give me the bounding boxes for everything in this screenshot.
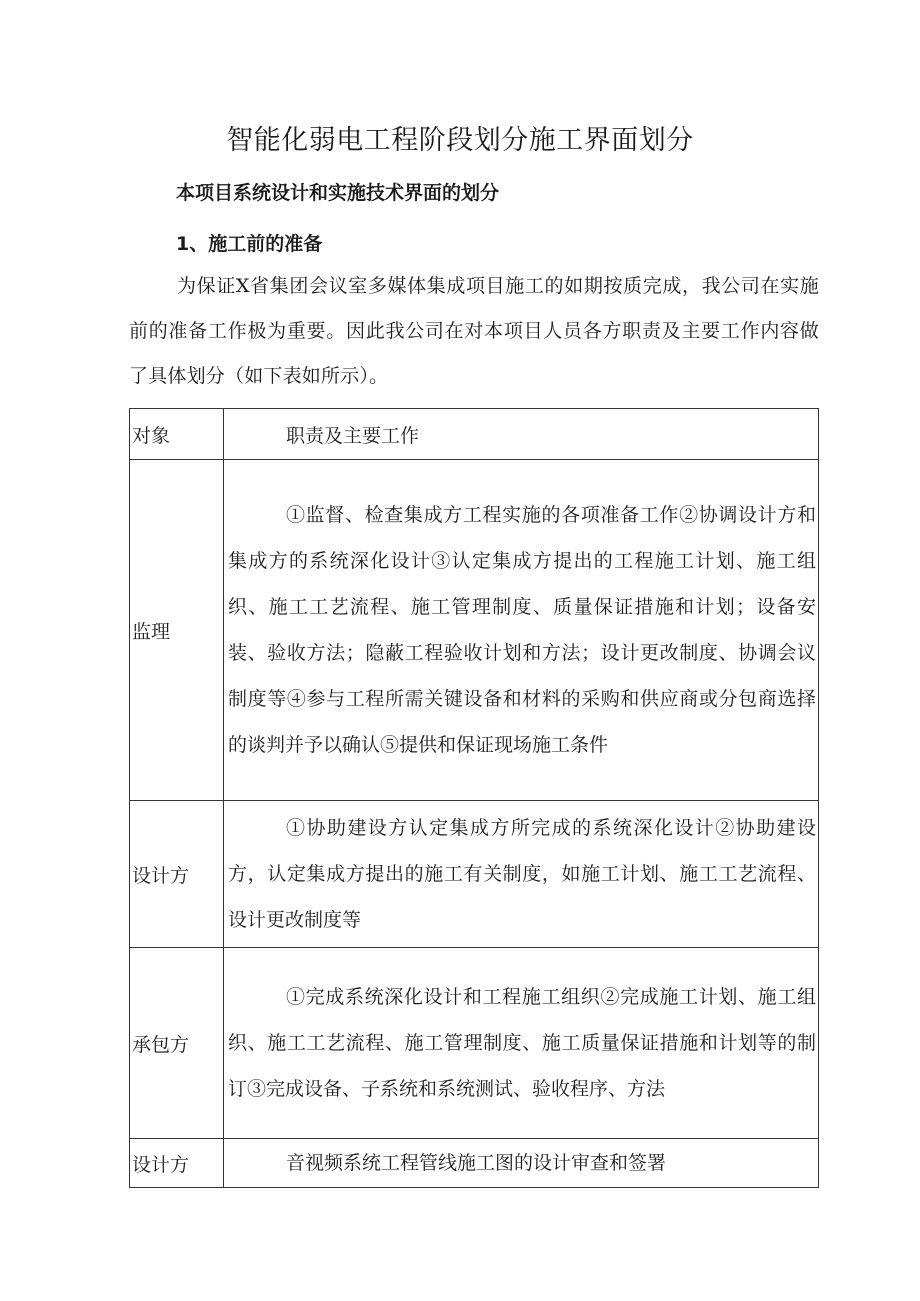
- row-duty-cell: [224, 1139, 819, 1188]
- document-title: 智能化弱电工程阶段划分施工界面划分: [226, 125, 694, 156]
- responsibility-table: [129, 408, 819, 1188]
- row-subject: 设计方: [130, 1139, 224, 1188]
- row-duty: ①完成系统深化设计和工程施工组织②完成施工计划、施工组织、施工工艺流程、施工管理制度、施工质量保证措施和计划等的制订③完成设备、子系统和系统测试、验收程序、方法: [228, 986, 816, 1100]
- table-header-row: [130, 409, 819, 460]
- row-duty-cell: [224, 948, 819, 1139]
- row-duty: ①协助建设方认定集成方所完成的系统深化设计②协助建设方，认定集成方提出的施工有关制度，如施工计划、施工工艺流程、设计更改制度等: [228, 817, 816, 931]
- table-row: [130, 1139, 819, 1188]
- header-duty-label: 职责及主要工作: [286, 424, 420, 447]
- table-row: [130, 801, 819, 948]
- row-duty-cell: [224, 801, 819, 948]
- header-duty: [224, 409, 819, 460]
- row-subject: 监理: [130, 460, 224, 801]
- table-row: [130, 460, 819, 801]
- header-subject: 对象: [130, 409, 224, 460]
- intro-paragraph: 为保证X省集团会议室多媒体集成项目施工的如期按质完成，我公司在实施前的准备工作极为重要。因此我公司在对本项目人员各方职责及主要工作内容做了具体划分（如下表如所示）。: [129, 275, 819, 387]
- row-duty: ①监督、检查集成方工程实施的各项准备工作②协调设计方和集成方的系统深化设计③认定集成方提出的工程施工计划、施工组织、施工工艺流程、施工管理制度、质量保证措施和计划；设备安装、验收方法；隐蔽工程验收计划和方法；设计更改制度、协调会议制度等④参与工程所需关键设备和材料的采购和供应商或分包商选择的谈判并予以确认⑤提供和保证现场施工条件: [228, 504, 816, 756]
- row-subject: 设计方: [130, 801, 224, 948]
- sub-heading: 1、施工前的准备: [176, 233, 323, 255]
- table-row: [130, 948, 819, 1139]
- row-subject: 承包方: [130, 948, 224, 1139]
- row-duty-cell: [224, 460, 819, 801]
- row-duty: 音视频系统工程管线施工图的设计审查和签署: [286, 1152, 667, 1174]
- section-heading: 本项目系统设计和实施技术界面的划分: [176, 182, 500, 204]
